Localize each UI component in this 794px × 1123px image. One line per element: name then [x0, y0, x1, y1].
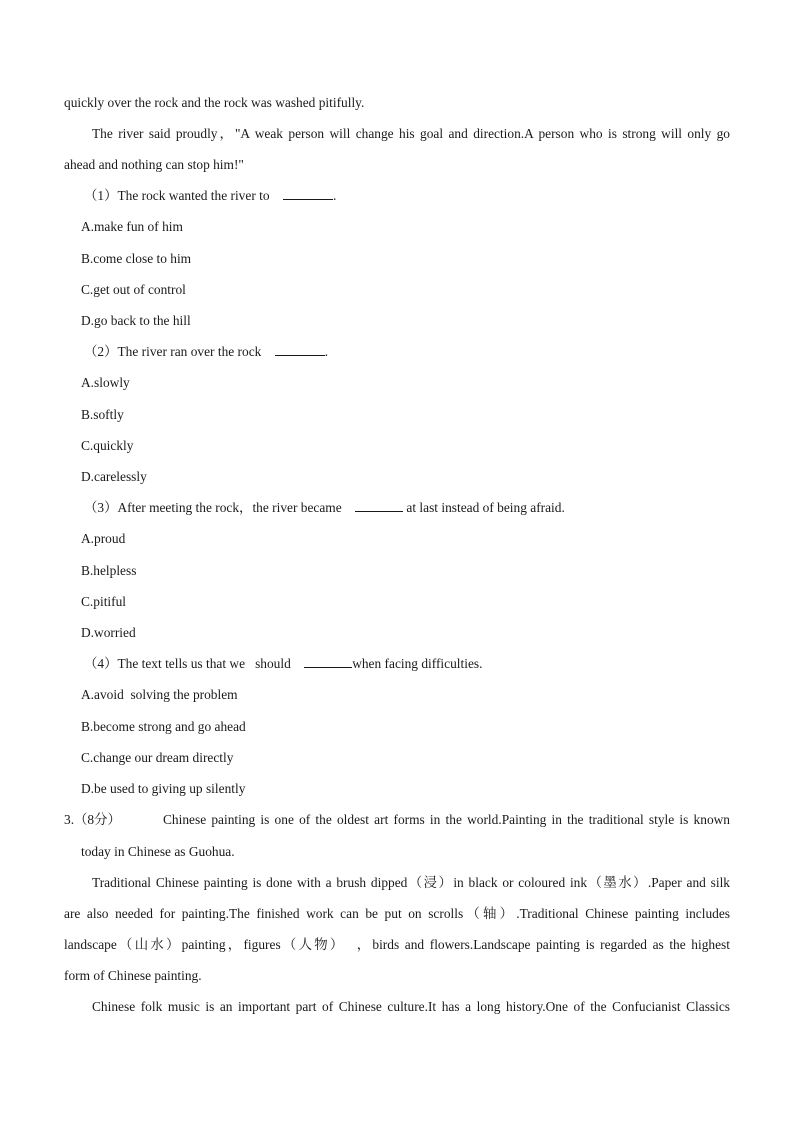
option[interactable]: A.make fun of him	[81, 219, 183, 234]
answer-blank[interactable]	[355, 499, 403, 512]
option[interactable]: C.pitiful	[81, 594, 127, 609]
option[interactable]: C.get out of control	[81, 282, 186, 297]
question-text: （4）The text tells us that we should	[84, 656, 291, 671]
option[interactable]: A.proud	[81, 531, 126, 546]
option[interactable]: B.softly	[81, 407, 124, 422]
option[interactable]: B.come close to him	[81, 251, 192, 266]
question-1	[84, 187, 750, 205]
question-text: （1）The rock wanted the river to	[84, 188, 270, 203]
question-suffix: .	[324, 344, 329, 359]
option[interactable]: A.avoid solving the problem	[81, 687, 238, 702]
passage-line: ahead and nothing can stop him!"	[64, 157, 244, 172]
question-4	[84, 655, 750, 673]
option[interactable]: B.helpless	[81, 563, 137, 578]
question-suffix: when facing difficulties.	[352, 656, 483, 671]
option[interactable]: D.worried	[81, 625, 136, 640]
option[interactable]: D.be used to giving up silently	[81, 781, 246, 796]
passage-line: quickly over the rock and the rock was washed pitifully.	[64, 95, 365, 110]
answer-blank[interactable]	[304, 655, 352, 668]
question-suffix: at last instead of being afraid.	[406, 500, 565, 515]
section-3-line: Traditional Chinese painting is done with a brush dipped（浸）in black or coloured ink（墨水）.Paper and silk	[92, 875, 730, 890]
answer-blank[interactable]	[283, 187, 333, 200]
passage-line: The river said proudly，"A weak person will change his goal and direction.A person who is strong will only go	[92, 126, 730, 141]
section-3-line: landscape（山水）painting，figures（人物） ，birds and flowers.Landscape painting is regarded as the highest	[64, 937, 730, 952]
option[interactable]: D.go back to the hill	[81, 313, 191, 328]
question-suffix: .	[332, 188, 337, 203]
section-3-line: are also needed for painting.The finished work can be put on scrolls（轴）.Traditional Chinese painting includes	[64, 906, 730, 921]
section-3-line: Chinese folk music is an important part of Chinese culture.It has a long history.One of the Confucianist Classics	[92, 999, 730, 1014]
section-number: 3.（8分）	[64, 812, 121, 827]
option[interactable]: D.carelessly	[81, 469, 147, 484]
question-2	[84, 343, 750, 361]
answer-blank[interactable]	[275, 343, 325, 356]
option[interactable]: C.change our dream directly	[81, 750, 234, 765]
option[interactable]: C.quickly	[81, 438, 134, 453]
question-3	[84, 499, 750, 517]
question-text: （3）After meeting the rock，the river became	[84, 500, 342, 515]
option[interactable]: B.become strong and go ahead	[81, 719, 246, 734]
question-text: （2）The river ran over the rock	[84, 344, 262, 359]
section-3-line: Chinese painting is one of the oldest art forms in the world.Painting in the traditional style is known	[163, 812, 730, 827]
option[interactable]: A.slowly	[81, 375, 130, 390]
section-3-line: form of Chinese painting.	[64, 968, 202, 983]
section-3-line: today in Chinese as Guohua.	[81, 844, 235, 859]
